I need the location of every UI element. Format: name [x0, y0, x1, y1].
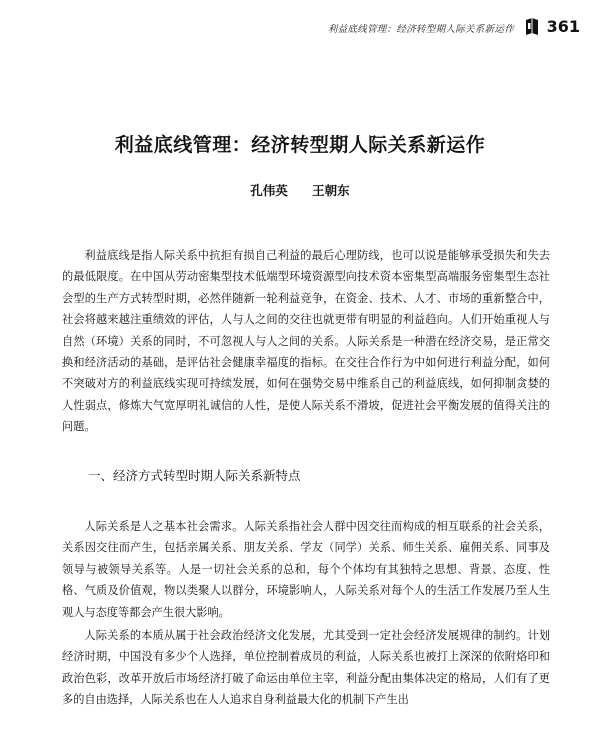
body-paragraph: 人际关系是人之基本社会需求。人际关系指社会人群中因交往而构成的相互联系的社会关系，关系因交往而产生，包括亲属关系、朋友关系、学友（同学）关系、师生关系、雇佣关系、同事及领导与被领导关系等。人是一切社会关系的总和，每个个体均有其独特之思想、背景、态度、性格、气质及价值观，物以类聚人以群分，环境影响人，人际关系对每个人的生活工作发展乃至人生观人与态度等都会产生很大影响。 [62, 520, 550, 619]
article-title: 利益底线管理：经济转型期人际关系新运作 [114, 134, 486, 156]
author-name: 王朝东 [312, 183, 350, 198]
section-heading: 一、经济方式转型时期人际关系新特点 [88, 468, 301, 483]
body-paragraph: 人际关系的本质从属于社会政治经济文化发展，尤其受到一定社会经济发展规律的制约。计划经济时期，中国没有多少个人选择，单位控制着成员的利益，人际关系也被打上深深的依附烙印和政治色彩，改革开放后市场经济打破了命运由单位主宰，利益分配由集体决定的格局，人们有了更多的自由选择，人际关系也在人人追求自身利益最大化的机制下产生出 [62, 629, 550, 707]
running-head-title: 利益底线管理：经济转型期人际关系新运作 [327, 24, 514, 35]
author-line [0, 181, 600, 199]
abstract-paragraph: 利益底线是指人际关系中抗拒有损自己利益的最后心理防线，也可以说是能够承受损失和失去的最低限度。在中国从劳动密集型技术低端型环境资源型向技术资本密集型高端服务密集型生态社会型的生产方式转型时期，必然伴随新一轮利益竞争，在资金、技术、人才、市场的重新整合中，社会将越来越注重绩效的评估，人与人之间的交往也就更带有明显的利益趋向。人们开始重视人与自然（环境）关系的同时，不可忽视人与人之间的关系。人际关系是一种潜在经济交易，是正常交换和经济活动的基础，是评估社会健康幸福度的指标。在交往合作行为中如何进行利益分配，如何不突破对方的利益底线实现可持续发展，如何在强势交易中维系自己的利益底线，如何抑制贪婪的人性弱点，修炼大气宽厚明礼诚信的人性，是使人际关系不滑坡，促进社会平衡发展的值得关注的问题。 [62, 249, 550, 434]
author-name: 孔伟英 [250, 183, 288, 198]
book-emblem-icon [524, 17, 540, 37]
running-head [300, 16, 580, 38]
page-number: 361 [546, 17, 580, 36]
